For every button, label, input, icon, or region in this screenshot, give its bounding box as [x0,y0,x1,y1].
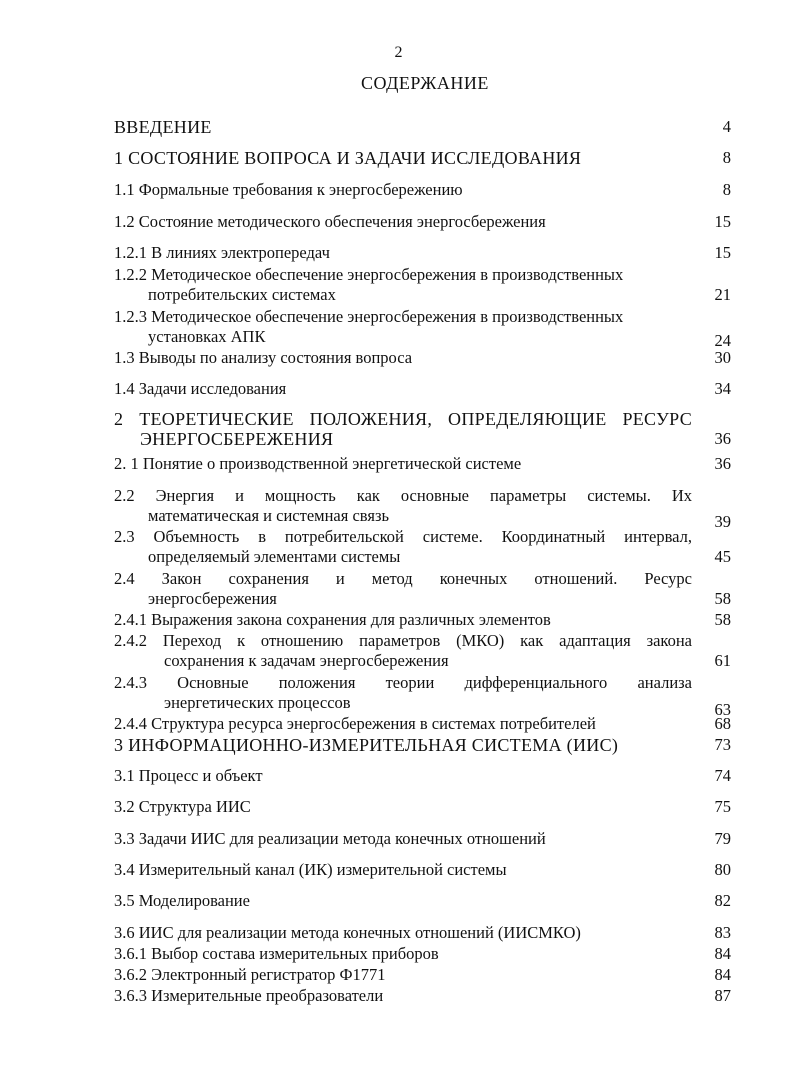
toc-entry-page: 63 [714,700,731,719]
toc-entry-title: 3 ИНФОРМАЦИОННО-ИЗМЕРИТЕЛЬНАЯ СИСТЕМА (ИИС) [114,735,619,755]
page-title: СОДЕРЖАНИЕ [361,73,489,93]
toc-entry-title: 3.6.3 Измерительные преобразователи [114,986,384,1005]
toc-entry [114,766,731,786]
toc-entry-title: 1.2.1 В линиях электропередач [114,243,330,262]
toc-entry-page: 21 [714,285,731,304]
toc-entry-title: 1.1 Формальные требования к энергосбережению [114,180,463,199]
toc-entry [114,243,731,263]
toc-entry-title: 2 ТЕОРЕТИЧЕСКИЕ ПОЛОЖЕНИЯ, ОПРЕДЕЛЯЮЩИЕ РЕСУРС [114,409,692,429]
toc-entry-title: 2.3 Объемность в потребительской системе. Координатный интервал, [114,527,692,546]
toc-entry-title: 1 СОСТОЯНИЕ ВОПРОСА И ЗАДАЧИ ИССЛЕДОВАНИЯ [114,148,582,168]
toc-entry-title: 1.4 Задачи исследования [114,379,287,398]
toc-entry-title: ВВЕДЕНИЕ [114,117,212,137]
toc-entry [114,265,731,305]
toc-entry [114,307,731,350]
toc-entry-page: 84 [714,944,731,963]
toc-entry [114,891,731,911]
toc-entry-page: 75 [714,797,731,816]
toc-entry [114,735,731,755]
toc-entry-title-cont: установках АПК [148,327,266,346]
toc-entry-page: 79 [714,829,731,848]
toc-entry-page: 15 [714,243,731,262]
toc-entry-title: 2.4.1 Выражения закона сохранения для различных элементов [114,610,551,629]
toc-entry-title: 3.6.1 Выбор состава измерительных приборов [114,944,439,963]
toc-entry [114,944,731,964]
toc-entry-title-cont: энергосбережения [148,589,277,608]
toc-entry-page: 74 [714,766,731,785]
toc-entry-title: 2.4 Закон сохранения и метод конечных отношений. Ресурс [114,569,692,588]
toc-entry [114,527,731,567]
toc-entry-page: 45 [714,547,731,566]
toc-entry-title-cont: математическая и системная связь [148,506,389,525]
toc-entry [114,409,731,449]
toc-entry-page: 87 [714,986,731,1005]
toc-entry [114,797,731,817]
toc-entry [114,673,731,719]
toc-entry-page: 24 [714,331,731,350]
toc-entry-title: 2.4.3 Основные положения теории дифференциального анализа [114,673,692,692]
toc-entry-page: 61 [714,651,731,670]
toc-entry-page: 36 [714,454,731,473]
toc-entry-page: 73 [714,735,731,754]
toc-entry-title-cont: потребительских системах [148,285,336,304]
toc-entry-page: 83 [714,923,731,942]
toc-entry-page: 80 [714,860,731,879]
toc-entry-title: 3.5 Моделирование [114,891,250,910]
toc-entry [114,631,731,671]
toc-entry-title: 2. 1 Понятие о производственной энергетической системе [114,454,522,473]
toc-entry [114,379,731,399]
toc-entry-title: 2.2 Энергия и мощность как основные параметры системы. Их [114,486,692,505]
page-number: 2 [394,44,403,61]
toc-entry [114,212,731,232]
toc-entry-page: 15 [714,212,731,231]
toc-entry-page: 8 [722,148,731,167]
toc-entry-page: 36 [714,429,731,448]
toc-entry-title: 3.4 Измерительный канал (ИК) измерительной системы [114,860,507,879]
toc-entry-title-cont: определяемый элементами системы [148,547,401,566]
toc-entry-title: 2.4.4 Структура ресурса энергосбережения в системах потребителей [114,714,596,733]
toc-entry-page: 30 [714,348,731,367]
toc-entry [114,180,731,200]
toc-entry-title-cont: ЭНЕРГОСБЕРЕЖЕНИЯ [140,429,334,449]
toc-entry [114,117,731,137]
toc-entry [114,965,731,985]
toc-entry [114,610,731,630]
toc-entry-page: 34 [714,379,731,398]
toc-entry-page: 58 [714,610,731,629]
toc-entry-title: 3.6.2 Электронный регистратор Ф1771 [114,965,386,984]
toc-entry-page: 82 [714,891,731,910]
toc-entry-title: 1.2 Состояние методического обеспечения энергосбережения [114,212,546,231]
toc-entry-page: 8 [722,180,731,199]
toc-entry-title: 1.2.3 Методическое обеспечение энергосбережения в производственных [114,307,624,326]
toc-entry-title-cont: сохранения к задачам энергосбережения [164,651,449,670]
toc-entry-page: 58 [714,589,731,608]
toc-entry [114,148,731,168]
toc-entry [114,454,731,474]
toc-entry-title: 3.6 ИИС для реализации метода конечных отношений (ИИСМКО) [114,923,581,942]
toc-entry [114,860,731,880]
toc-entry-title: 3.1 Процесс и объект [114,766,263,785]
toc-entry [114,986,731,1006]
toc-entry-title: 1.3 Выводы по анализу состояния вопроса [114,348,413,367]
toc-entry [114,348,731,368]
toc-entry [114,569,731,609]
toc-entry [114,714,731,734]
toc-entry [114,829,731,849]
toc-entry-page: 39 [714,512,731,531]
toc-entry-title-cont: энергетических процессов [164,693,351,712]
toc-entry-page: 4 [722,117,731,136]
toc-entry-title: 3.3 Задачи ИИС для реализации метода конечных отношений [114,829,546,848]
toc-entry-title: 3.2 Структура ИИС [114,797,251,816]
toc-entry-title: 2.4.2 Переход к отношению параметров (МКО) как адаптация закона [114,631,692,650]
toc-entry-title: 1.2.2 Методическое обеспечение энергосбережения в производственных [114,265,624,284]
toc-entry [114,923,731,943]
toc-entry-page: 84 [714,965,731,984]
toc-entry-page: 68 [714,714,731,733]
toc-entry [114,486,731,531]
